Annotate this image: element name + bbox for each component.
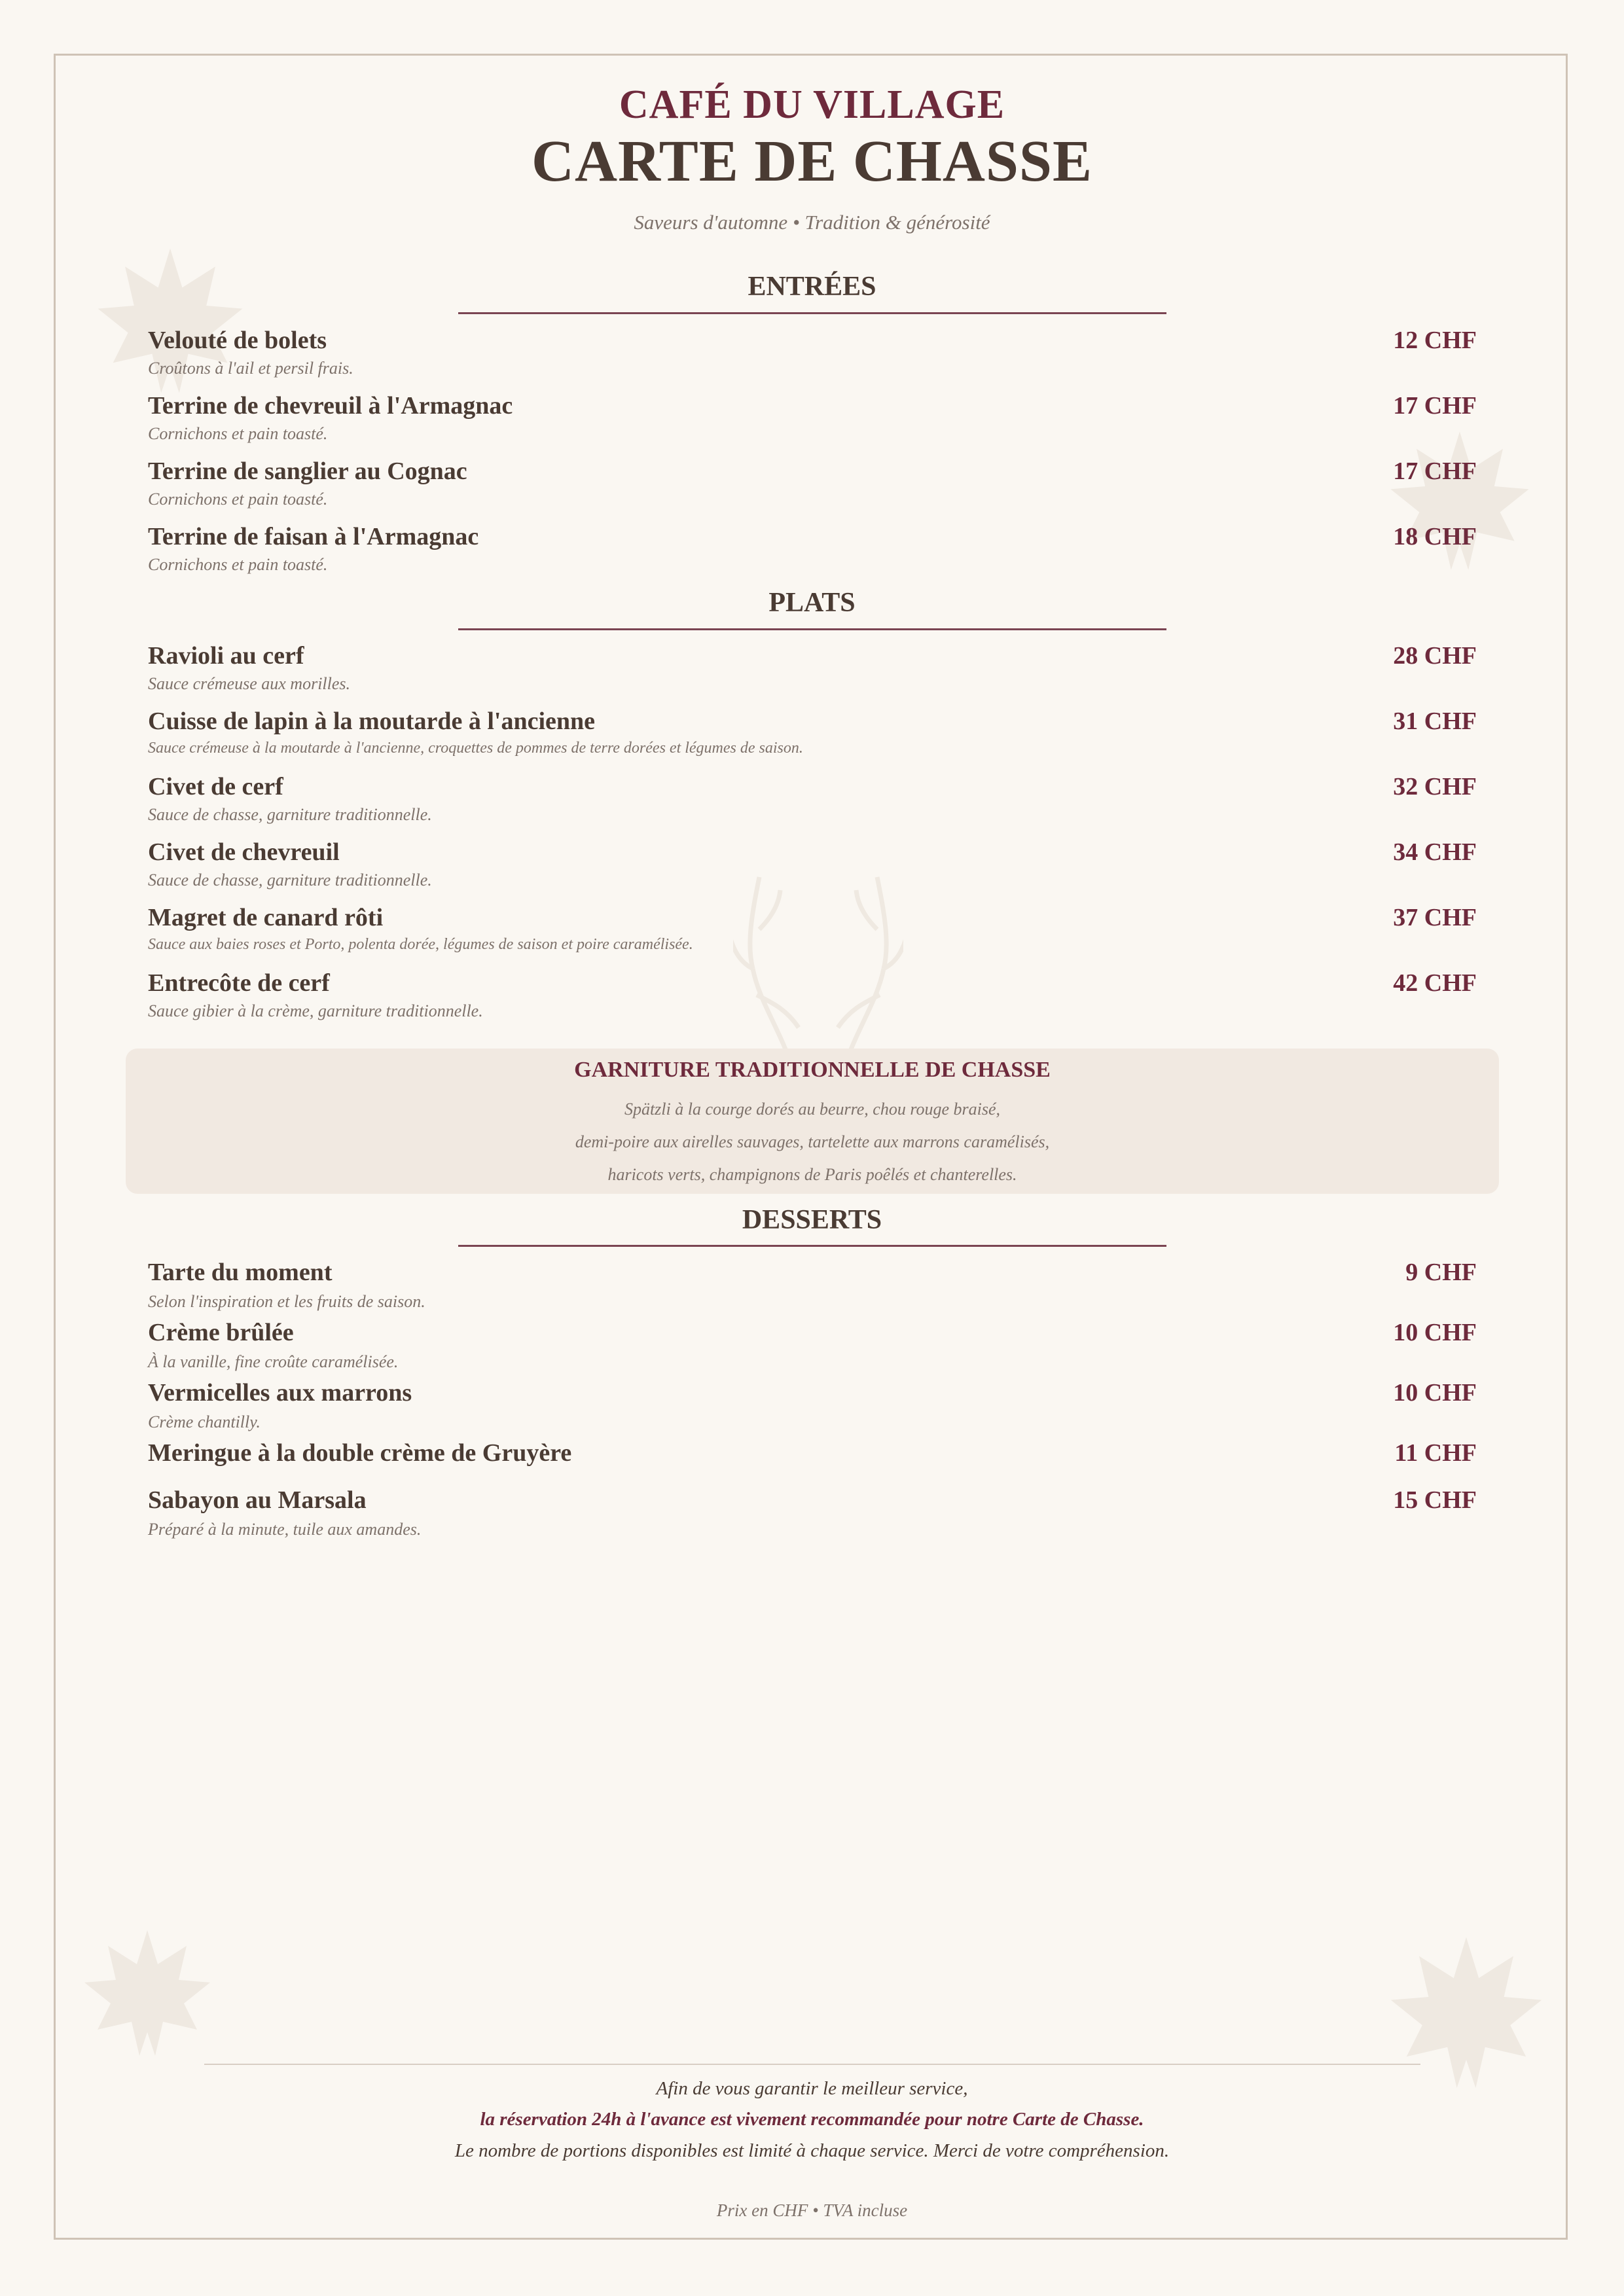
item-description: Sauce de chasse, garniture traditionnelle. [148,805,432,824]
section-divider [458,1245,1166,1247]
antler-icon [733,870,903,1067]
item-description: Cornichons et pain toasté. [148,490,328,509]
cafe-name: CAFÉ DU VILLAGE [619,82,1005,127]
item-description: Croûtons à l'ail et persil frais. [148,359,353,378]
item-price: 12 CHF [1393,327,1477,354]
item-price: 42 CHF [1393,969,1477,997]
section-divider [458,312,1166,314]
maple-leaf-icon [1388,425,1532,576]
item-name: Terrine de sanglier au Cognac [148,457,467,485]
item-description: Sauce aux baies roses et Porto, polenta dorée, légumes de saison et poire caramélisée. [148,936,693,953]
garniture-box [126,1049,1499,1194]
item-name: Sabayon au Marsala [148,1486,367,1514]
item-description: Selon l'inspiration et les fruits de saison. [148,1292,425,1311]
maple-leaf-icon [1388,1931,1545,2094]
item-name: Cuisse de lapin à la moutarde à l'ancienne [148,708,595,735]
item-description: Cornichons et pain toasté. [148,555,328,574]
item-price: 11 CHF [1394,1439,1477,1467]
garniture-line: Spätzli à la courge dorés au beurre, chou rouge braisé, [624,1100,1001,1119]
page-title: CARTE DE CHASSE [531,129,1093,194]
page-subtitle: Saveurs d'automne • Tradition & générosité [634,211,990,234]
item-description: Cornichons et pain toasté. [148,424,328,443]
item-price: 31 CHF [1393,708,1477,735]
item-price: 10 CHF [1393,1379,1477,1407]
item-description: À la vanille, fine croûte caramélisée. [148,1352,399,1371]
item-name: Ravioli au cerf [148,642,304,670]
item-price: 28 CHF [1393,642,1477,670]
item-name: Terrine de chevreuil à l'Armagnac [148,392,513,420]
item-name: Entrecôte de cerf [148,969,330,997]
item-name: Meringue à la double crème de Gruyère [148,1439,572,1467]
item-price: 32 CHF [1393,773,1477,800]
item-price: 18 CHF [1393,523,1477,550]
item-name: Velouté de bolets [148,327,327,354]
section-divider [458,628,1166,630]
item-name: Civet de cerf [148,773,283,800]
item-price: 9 CHF [1405,1259,1477,1286]
footer-note: Afin de vous garantir le meilleur service, [656,2078,968,2099]
maple-leaf-icon [82,1924,213,2062]
item-description: Préparé à la minute, tuile aux amandes. [148,1520,422,1539]
item-description: Crème chantilly. [148,1412,261,1431]
footer-portions-note: Le nombre de portions disponibles est limité à chaque service. Merci de votre compréhension. [454,2140,1170,2161]
item-name: Tarte du moment [148,1259,333,1286]
item-price: 34 CHF [1393,838,1477,866]
footer-reservation-note: la réservation 24h à l'avance est vivement recommandée pour notre Carte de Chasse. [480,2109,1144,2130]
footer-vat-note: Prix en CHF • TVA incluse [716,2200,908,2220]
section-title-entrees: ENTRÉES [748,272,876,302]
item-price: 17 CHF [1393,457,1477,485]
garniture-line: haricots verts, champignons de Paris poêlés et chanterelles. [607,1165,1017,1184]
item-name: Crème brûlée [148,1319,294,1346]
item-description: Sauce gibier à la crème, garniture traditionnelle. [148,1001,483,1020]
garniture-title: GARNITURE TRADITIONNELLE DE CHASSE [574,1058,1051,1082]
section-title-plats: PLATS [768,588,856,618]
section-title-desserts: DESSERTS [742,1205,882,1235]
item-description: Sauce crémeuse aux morilles. [148,674,351,693]
item-description: Sauce crémeuse à la moutarde à l'ancienne, croquettes de pommes de terre dorées et légumes de saison. [148,740,803,757]
item-name: Magret de canard rôti [148,904,384,931]
item-description: Sauce de chasse, garniture traditionnelle. [148,870,432,889]
item-price: 10 CHF [1393,1319,1477,1346]
item-price: 17 CHF [1393,392,1477,420]
item-price: 37 CHF [1393,904,1477,931]
item-name: Vermicelles aux marrons [148,1379,412,1407]
item-price: 15 CHF [1393,1486,1477,1514]
item-name: Civet de chevreuil [148,838,340,866]
footer-divider [204,2064,1420,2065]
garniture-line: demi-poire aux airelles sauvages, tartelette aux marrons caramélisés, [575,1132,1050,1151]
item-name: Terrine de faisan à l'Armagnac [148,523,479,550]
